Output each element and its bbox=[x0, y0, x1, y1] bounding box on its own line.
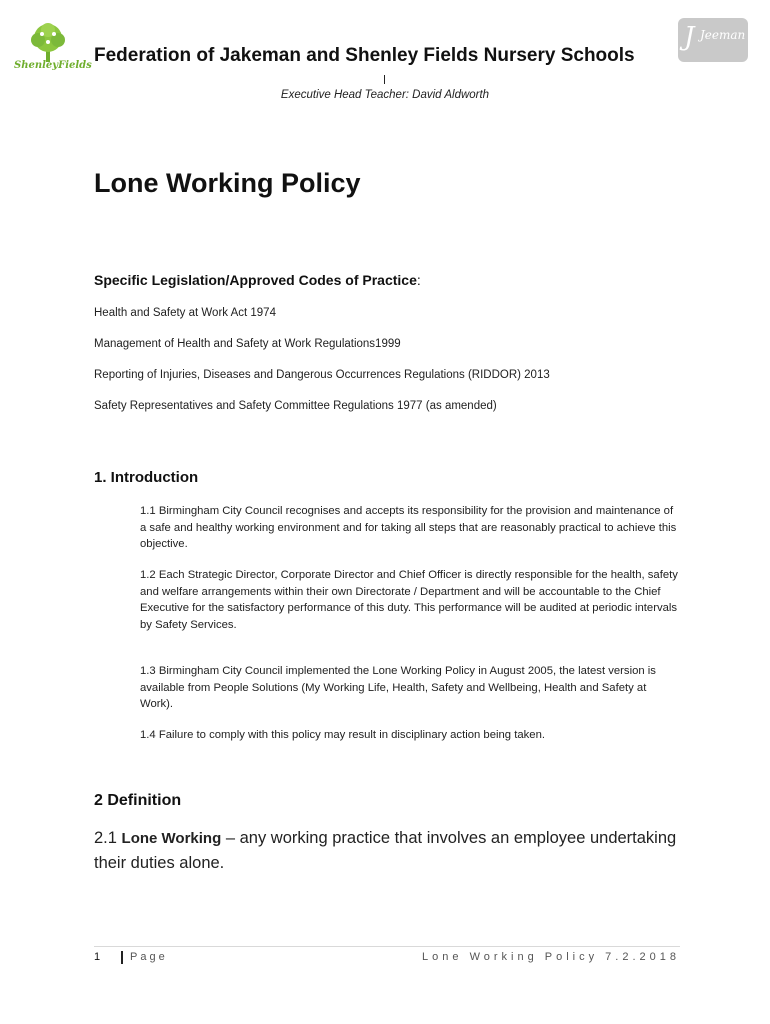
footer-document-label: Lone Working Policy 7.2.2018 bbox=[422, 951, 680, 963]
footer-divider bbox=[94, 946, 680, 947]
intro-paragraph-1-2: 1.2 Each Strategic Director, Corporate Director and Chief Officer is directly responsible for the health, safety and welfare arrangements within their own Directorate / Department and will be accountable to the Chief Executive for the satisfactory performance of this duty. This performance will be audited at periodic intervals by Safety Services. bbox=[140, 569, 678, 631]
intro-paragraph-1-4: 1.4 Failure to comply with this policy may result in disciplinary action being taken. bbox=[140, 729, 545, 741]
footer-separator bbox=[121, 951, 123, 964]
legislation-heading-colon: : bbox=[416, 272, 421, 288]
header-divider-mark bbox=[384, 75, 385, 84]
introduction-heading: 1. Introduction bbox=[94, 469, 199, 486]
page-number: 1 bbox=[94, 951, 101, 963]
org-title: Federation of Jakeman and Shenley Fields Nursery Schools bbox=[94, 45, 635, 66]
executive-head-teacher: Executive Head Teacher: David Aldworth bbox=[280, 89, 490, 101]
legislation-item: Safety Representatives and Safety Committee Regulations 1977 (as amended) bbox=[94, 400, 497, 412]
legislation-item: Health and Safety at Work Act 1974 bbox=[94, 307, 276, 319]
definition-heading: 2 Definition bbox=[94, 792, 182, 809]
shenley-fields-logo-text: ShenleyFields bbox=[14, 60, 92, 71]
legislation-heading bbox=[94, 272, 421, 288]
intro-paragraph-1-3: 1.3 Birmingham City Council implemented the Lone Working Policy in August 2005, the latest version is available from People Solutions (My Working Life, Health, Safety and Wellbeing, Health and Safety at Work). bbox=[140, 665, 656, 710]
jakeman-logo-text: Jeeman bbox=[700, 28, 746, 42]
page-label: Page bbox=[130, 951, 168, 963]
jakeman-logo-j-glyph: J bbox=[684, 22, 695, 52]
legislation-item: Management of Health and Safety at Work Regulations1999 bbox=[94, 338, 401, 350]
jakeman-logo bbox=[678, 18, 748, 62]
definition-number: 2.1 bbox=[94, 829, 117, 847]
document-title: Lone Working Policy bbox=[94, 168, 361, 198]
intro-paragraph-1-1: 1.1 Birmingham City Council recognises and accepts its responsibility for the provision and maintenance of a safe and healthy working environment and for taking all steps that are reasonably practical to achieve this objective. bbox=[140, 505, 677, 550]
definition-text: – any working practice that involves an employee undertaking their duties alone. bbox=[94, 829, 677, 872]
legislation-heading-text: Specific Legislation/Approved Codes of Practice bbox=[94, 272, 417, 288]
definition-paragraph bbox=[94, 826, 694, 875]
definition-term: Lone Working bbox=[121, 830, 222, 847]
legislation-item: Reporting of Injuries, Diseases and Dangerous Occurrences Regulations (RIDDOR) 2013 bbox=[94, 369, 550, 381]
